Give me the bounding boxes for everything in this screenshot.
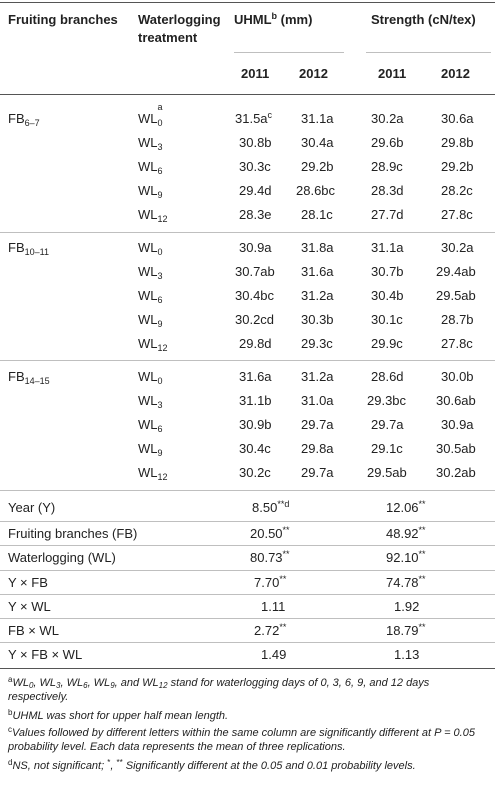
wl-label: $WL_0$ — [138, 240, 163, 257]
wl-label: $WL_6$ — [138, 159, 163, 176]
uhml-2011-cell: 30.9a — [239, 240, 272, 255]
anova-uhml-value: 7.70** — [254, 574, 287, 590]
anova-strength-value: 48.92** — [386, 525, 426, 541]
footnote-c: $^c$Values followed by different letters within the same column are significantly different at P = 0.05 probability level. Each data represents the mean of three replications. — [8, 725, 475, 753]
anova-divider — [0, 618, 495, 619]
strength-2012-cell: 28.2c — [441, 183, 473, 198]
header-fruiting-branches: Fruiting branches — [8, 12, 118, 27]
strength-2012-cell: 28.7b — [441, 312, 474, 327]
wl-label: $WL_3$ — [138, 135, 163, 152]
uhml-2012-cell: 29.3c — [301, 336, 333, 351]
uhml-2012-cell: 31.8a — [301, 240, 334, 255]
anova-label: FB × WL — [8, 623, 59, 638]
anova-label: Waterlogging (WL) — [8, 550, 116, 565]
uhml-2012-cell: 30.3b — [301, 312, 334, 327]
uhml-2011-cell: 30.4c — [239, 441, 271, 456]
uhml-2012-cell: 31.1a — [301, 111, 334, 126]
header-uhml: UHML$^b$ (mm) — [234, 11, 313, 27]
strength-2012-cell: 27.8c — [441, 207, 473, 222]
strength-2012-cell: 30.6a — [441, 111, 474, 126]
uhml-2011-cell: 30.4bc — [235, 288, 275, 303]
anova-divider — [0, 521, 495, 522]
header-treatment: treatment — [138, 30, 198, 45]
anova-divider — [0, 545, 495, 546]
strength-2011-cell: 30.2a — [371, 111, 404, 126]
header-waterlogging: Waterlogging — [138, 12, 221, 27]
strength-2012-cell: 30.9a — [441, 417, 474, 432]
group-divider — [0, 360, 495, 361]
header-bottom-rule — [0, 94, 495, 95]
wl-label: $WL_6$ — [138, 417, 163, 434]
uhml-2012-cell: 31.0a — [301, 393, 334, 408]
strength-2011-cell: 30.4b — [371, 288, 404, 303]
footnote-b: $^b$UHML was short for upper half mean length. — [8, 708, 229, 722]
anova-label: Y × FB × WL — [8, 647, 83, 662]
anova-label: Year (Y) — [8, 500, 56, 515]
header-year-uhml-2011: 2011 — [241, 66, 270, 81]
uhml-2012-cell: 29.7a — [301, 417, 334, 432]
wl-label: $WL_{12}$ — [138, 336, 168, 353]
uhml-2012-cell: 29.2b — [301, 159, 334, 174]
strength-2012-cell: 29.4ab — [436, 264, 476, 279]
footnote-d: $^d$NS, not significant; *, ** Significantly different at the 0.05 and 0.01 probability levels. — [8, 758, 416, 772]
anova-uhml-value: 20.50** — [250, 525, 290, 541]
wl-label: $WL_9$ — [138, 183, 163, 200]
uhml-2012-cell: 31.2a — [301, 369, 334, 384]
strength-2011-cell: 28.3d — [371, 183, 404, 198]
strength-2011-cell: 29.5ab — [367, 465, 407, 480]
anova-label: Y × WL — [8, 599, 51, 614]
anova-divider — [0, 570, 495, 571]
anova-strength-value: 12.06** — [386, 499, 426, 515]
table-top-rule — [0, 2, 495, 3]
uhml-2011-cell: 30.2c — [239, 465, 271, 480]
uhml-2011-cell: 30.3c — [239, 159, 271, 174]
footnote-a: $^a$WL0, WL3, WL6, WL9, and WL12 stand for waterlogging days of 0, 3, 6, 9, and 12 days respectively. — [8, 675, 430, 703]
wl-label: $WL_6$ — [138, 288, 163, 305]
wl-label: $WL_{12}$ — [138, 465, 168, 482]
uhml-2011-cell: 30.8b — [239, 135, 272, 150]
uhml-underline — [234, 52, 344, 53]
uhml-2012-cell: 28.6bc — [296, 183, 336, 198]
uhml-2011-cell: 29.8d — [239, 336, 272, 351]
uhml-2011-cell: 29.4d — [239, 183, 272, 198]
fb-group-label: $FB_{14-15}$ — [8, 369, 50, 386]
header-strength: Strength (cN/tex) — [371, 12, 476, 27]
wl-label: $WL_9$ — [138, 441, 163, 458]
uhml-2012-cell: 31.6a — [301, 264, 334, 279]
anova-uhml-value: 1.11 — [261, 599, 286, 614]
header-year-strength-2011: 2011 — [378, 66, 407, 81]
strength-underline — [366, 52, 491, 53]
anova-label: Y × FB — [8, 575, 48, 590]
wl-label: $WL_3$ — [138, 393, 163, 410]
strength-2012-cell: 29.5ab — [436, 288, 476, 303]
uhml-2012-cell: 29.8a — [301, 441, 334, 456]
strength-2012-cell: 30.2a — [441, 240, 474, 255]
anova-uhml-value: 1.49 — [261, 647, 287, 662]
anova-strength-value: 1.92 — [394, 599, 420, 614]
anova-divider — [0, 594, 495, 595]
uhml-2011-cell: 30.2cd — [235, 312, 275, 327]
anova-uhml-value: 2.72** — [254, 622, 287, 638]
strength-2011-cell: 31.1a — [371, 240, 404, 255]
anova-strength-value: 18.79** — [386, 622, 426, 638]
header-year-uhml-2012: 2012 — [299, 66, 328, 81]
uhml-2012-cell: 28.1c — [301, 207, 333, 222]
wl-label: $WL_{12}$ — [138, 207, 168, 224]
uhml-2012-cell: 31.2a — [301, 288, 334, 303]
uhml-2011-cell: 30.9b — [239, 417, 272, 432]
wl-label: $WL_0$ — [138, 369, 163, 386]
anova-label: Fruiting branches (FB) — [8, 526, 138, 541]
strength-2011-cell: 30.7b — [371, 264, 404, 279]
uhml-2011-cell: 28.3e — [239, 207, 272, 222]
strength-2011-cell: 29.7a — [371, 417, 404, 432]
table-bottom-rule — [0, 668, 495, 669]
fb-group-label: $FB_{10-11}$ — [8, 240, 49, 257]
strength-2011-cell: 29.1c — [371, 441, 403, 456]
strength-2011-cell: 30.1c — [371, 312, 403, 327]
strength-2012-cell: 30.2ab — [436, 465, 476, 480]
strength-2012-cell: 27.8c — [441, 336, 473, 351]
anova-strength-value: 92.10** — [386, 549, 426, 565]
strength-2012-cell: 29.8b — [441, 135, 474, 150]
uhml-2011-cell: 31.6a — [239, 369, 272, 384]
uhml-2012-cell: 29.7a — [301, 465, 334, 480]
header-year-strength-2012: 2012 — [441, 66, 470, 81]
uhml-2011-cell: 31.1b — [239, 393, 272, 408]
wl-label: WL a $_0$ — [138, 102, 163, 128]
strength-2012-cell: 30.5ab — [436, 441, 476, 456]
strength-2011-cell: 29.6b — [371, 135, 404, 150]
strength-2011-cell: 29.9c — [371, 336, 403, 351]
strength-2012-cell: 30.6ab — [436, 393, 476, 408]
group-divider — [0, 490, 495, 491]
wl-label: $WL_9$ — [138, 312, 163, 329]
strength-2011-cell: 27.7d — [371, 207, 404, 222]
strength-2012-cell: 29.2b — [441, 159, 474, 174]
strength-2011-cell: 28.6d — [371, 369, 404, 384]
fb-group-label: $FB_{6-7}$ — [8, 111, 40, 128]
anova-divider — [0, 642, 495, 643]
uhml-2011-cell: 30.7ab — [235, 264, 275, 279]
wl-label: $WL_3$ — [138, 264, 163, 281]
uhml-2011-cell: $31.5a^c$ — [235, 110, 273, 126]
group-divider — [0, 232, 495, 233]
strength-2011-cell: 29.3bc — [367, 393, 407, 408]
uhml-2012-cell: 30.4a — [301, 135, 334, 150]
strength-2011-cell: 28.9c — [371, 159, 403, 174]
anova-strength-value: 74.78** — [386, 574, 426, 590]
anova-uhml-value: 8.50$^{**d}$ — [252, 499, 290, 515]
strength-2012-cell: 30.0b — [441, 369, 474, 384]
anova-strength-value: 1.13 — [394, 647, 420, 662]
anova-uhml-value: 80.73** — [250, 549, 290, 565]
